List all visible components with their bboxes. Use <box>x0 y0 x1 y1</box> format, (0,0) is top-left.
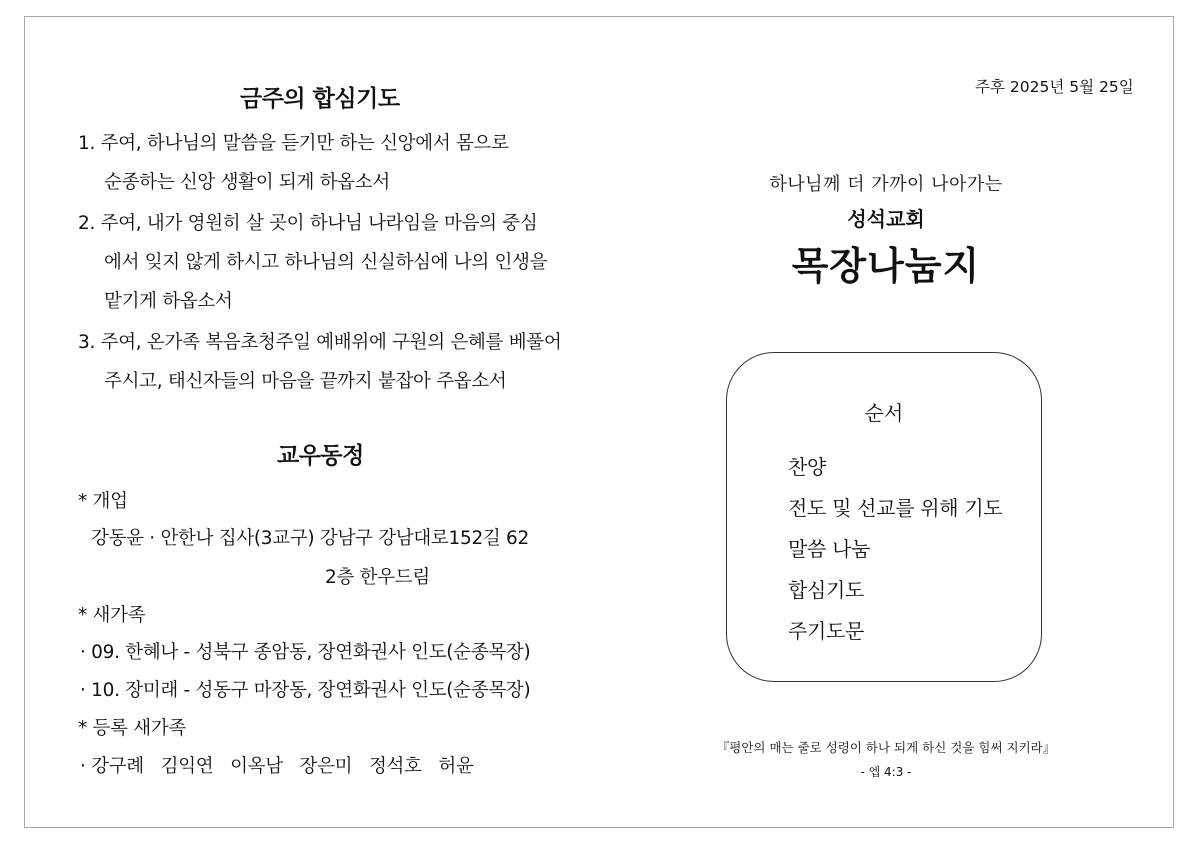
order-item: 합심기도 <box>788 578 865 602</box>
prayer-line: 맡기게 하옵소서 <box>104 291 233 312</box>
news-line: 강동윤 · 안한나 집사(3교구) 강남구 강남대로152길 62 <box>91 528 530 549</box>
order-item: 전도 및 선교를 위해 기도 <box>788 496 1003 520</box>
prayer-line: 2. 주여, 내가 영원히 살 곳이 하나님 나라임을 마음의 중심 <box>78 213 538 234</box>
news-line: * 개업 <box>78 491 128 512</box>
news-line: * 등록 새가족 <box>78 718 186 739</box>
order-title: 순서 <box>864 401 904 425</box>
prayer-line: 에서 잊지 않게 하시고 하나님의 신실하심에 나의 인생을 <box>104 252 548 273</box>
verse-reference: - 엡 4:3 - <box>860 765 912 779</box>
prayer-line: 주시고, 태신자들의 마음을 끝까지 붙잡아 주옵소서 <box>104 371 507 392</box>
prayer-line: 1. 주여, 하나님의 말씀을 듣기만 하는 신앙에서 몸으로 <box>78 133 509 154</box>
news-line: · 10. 장미래 - 성동구 마장동, 장연화권사 인도(순종목장) <box>80 680 531 701</box>
prayer-line: 순종하는 신앙 생활이 되게 하옵소서 <box>104 172 390 193</box>
prayer-line: 3. 주여, 온가족 복음초청주일 예배위에 구원의 은혜를 베풀어 <box>78 332 562 353</box>
news-line: · 09. 한혜나 - 성북구 종암동, 장연화권사 인도(순종목장) <box>80 642 531 663</box>
bible-verse: 『평안의 매는 줄로 성령이 하나 되게 하신 것을 힘써 지키라』 <box>716 740 1056 755</box>
subtitle: 하나님께 더 가까이 나아가는 <box>769 174 1003 195</box>
date: 주후 2025년 5월 25일 <box>975 78 1134 96</box>
order-box <box>726 352 1042 682</box>
prayer-title: 금주의 합심기도 <box>240 86 400 112</box>
church-name: 성석교회 <box>847 207 925 231</box>
news-line: * 새가족 <box>78 605 146 626</box>
news-line: 2층 한우드림 <box>325 567 430 588</box>
main-title: 목장나눔지 <box>791 244 981 288</box>
order-item: 말씀 나눔 <box>788 537 871 561</box>
order-item: 찬양 <box>788 455 827 479</box>
news-title: 교우동정 <box>277 443 364 469</box>
news-line: · 강구례 김익연 이옥남 장은미 정석호 허윤 <box>80 756 474 777</box>
order-item: 주기도문 <box>788 619 865 643</box>
